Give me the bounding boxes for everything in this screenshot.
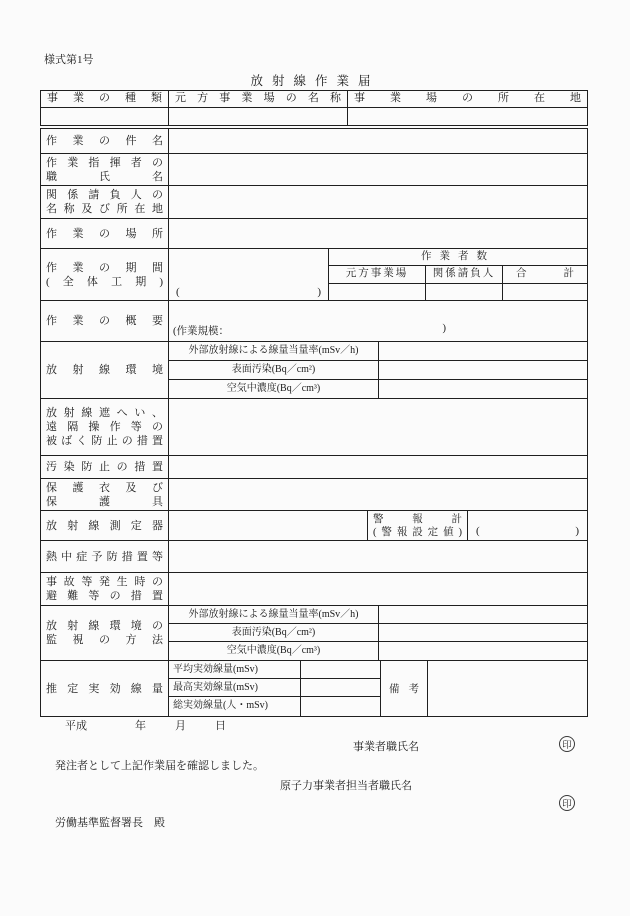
addressee-labor-standards-chief: 労働基準監督署長 殿 bbox=[55, 817, 165, 829]
header-value-row bbox=[41, 108, 587, 125]
workers-principal-count-field[interactable] bbox=[329, 284, 426, 301]
radiation-environment-subrows bbox=[169, 342, 587, 398]
alarm-setting-field[interactable] bbox=[468, 511, 587, 540]
work-place-field[interactable] bbox=[169, 219, 587, 248]
label-alarm-meter: 警報計 (警報設定値) bbox=[368, 511, 468, 540]
workers-count-section bbox=[329, 249, 587, 300]
label-site-address: 事業場の所在地 bbox=[354, 92, 581, 104]
shielding-measures-field[interactable] bbox=[169, 399, 587, 455]
label-max-dose: 最高実効線量(mSv) bbox=[169, 679, 301, 696]
site-address-field[interactable] bbox=[348, 108, 587, 125]
subrow-air-concentration bbox=[169, 380, 587, 398]
header-table bbox=[40, 90, 588, 126]
env-dose-rate-field[interactable] bbox=[379, 342, 587, 360]
label-radiation-environment: 放射線環境 bbox=[41, 342, 169, 398]
alarm-paren-open: ( bbox=[476, 525, 480, 537]
subrow-monitoring-dose-rate bbox=[169, 606, 587, 624]
label-principal-site-name: 元方事業場の名称 bbox=[169, 91, 348, 107]
workers-total-count-field[interactable] bbox=[503, 284, 587, 301]
label-workers-principal: 元方事業場 bbox=[329, 266, 426, 283]
date-era: 平成 bbox=[65, 720, 87, 732]
seal-stamp-icon: 印 bbox=[559, 736, 575, 752]
nuclear-operator-sign-label: 原子力事業者担当者職氏名 bbox=[280, 780, 412, 792]
row-heatstroke-measures bbox=[41, 541, 587, 573]
protective-equipment-field[interactable] bbox=[169, 479, 587, 510]
label-workers-contractor: 関係請負人 bbox=[426, 266, 503, 283]
label-env-surface-contamination: 表面汚染(Bq／cm²) bbox=[169, 361, 379, 379]
subrow-dose-rate bbox=[169, 342, 587, 361]
label-heatstroke-measures: 熱中症予防措置等 bbox=[41, 541, 169, 572]
label-contractors: 関係請負人の 名称及び所在地 bbox=[41, 186, 169, 218]
row-protective-equipment bbox=[41, 479, 587, 511]
subrow-monitoring-surface bbox=[169, 624, 587, 642]
subrow-max-dose bbox=[169, 679, 381, 697]
dosimeter-field[interactable] bbox=[169, 511, 368, 540]
dose-average-field[interactable] bbox=[301, 661, 381, 678]
work-scale-close: ) bbox=[442, 323, 446, 334]
orderer-confirmation-note: 発注者として上記作業届を確認しました。 bbox=[55, 760, 264, 772]
label-remarks: 備考 bbox=[381, 661, 428, 716]
label-work-period: 作業の期間 (全体工期) bbox=[41, 249, 169, 300]
label-work-place: 作業の場所 bbox=[41, 219, 169, 248]
form-title: 放射線作業届 bbox=[250, 74, 380, 88]
alarm-paren-close: ) bbox=[575, 525, 579, 537]
contamination-measures-field[interactable] bbox=[169, 456, 587, 478]
subrow-monitoring-air bbox=[169, 642, 587, 660]
label-workers-count: 作業者数 bbox=[329, 249, 587, 266]
subrow-average-dose bbox=[169, 661, 381, 679]
work-period-field[interactable] bbox=[169, 249, 329, 300]
row-contamination-measures bbox=[41, 456, 587, 479]
env-air-concentration-field[interactable] bbox=[379, 380, 587, 398]
accident-evacuation-field[interactable] bbox=[169, 573, 587, 605]
subrow-surface-contamination bbox=[169, 361, 587, 380]
label-supervisor: 作業指揮者の 職氏名 bbox=[41, 154, 169, 185]
row-environment-monitoring bbox=[41, 606, 587, 661]
row-dosimeter bbox=[41, 511, 587, 541]
row-accident-evacuation bbox=[41, 573, 587, 606]
label-average-dose: 平均実効線量(mSv) bbox=[169, 661, 301, 678]
row-work-summary bbox=[41, 301, 587, 342]
work-scale-open: (作業規模： bbox=[173, 326, 229, 337]
row-estimated-dose bbox=[41, 661, 587, 716]
row-radiation-environment bbox=[41, 342, 587, 399]
monitoring-air-field[interactable] bbox=[379, 642, 587, 660]
label-monitoring-air: 空気中濃度(Bq／cm³) bbox=[169, 642, 379, 660]
label-env-air-concentration: 空気中濃度(Bq／cm³) bbox=[169, 380, 379, 398]
date-year: 年 bbox=[135, 720, 146, 732]
label-protective-equipment: 保護衣及び 保護具 bbox=[41, 479, 169, 510]
label-business-type: 事業の種類 bbox=[41, 91, 169, 107]
env-surface-contamination-field[interactable] bbox=[379, 361, 587, 379]
label-workers-total: 合計 bbox=[516, 268, 574, 279]
row-work-period bbox=[41, 249, 587, 301]
work-name-field[interactable] bbox=[169, 129, 587, 153]
label-total-dose: 総実効線量(人・mSv) bbox=[169, 697, 301, 716]
row-shielding-measures bbox=[41, 399, 587, 456]
dose-max-field[interactable] bbox=[301, 679, 381, 696]
date-month: 月 bbox=[175, 720, 186, 732]
remarks-field[interactable] bbox=[428, 661, 587, 716]
workers-contractor-count-field[interactable] bbox=[426, 284, 503, 301]
label-dosimeter: 放射線測定器 bbox=[41, 511, 169, 540]
workers-count-values bbox=[329, 284, 587, 301]
label-shielding-measures: 放射線遮へい、 遠隔操作等の 被ばく防止の措置 bbox=[41, 399, 169, 455]
business-type-field[interactable] bbox=[41, 108, 169, 125]
principal-site-name-field[interactable] bbox=[169, 108, 348, 125]
date-day: 日 bbox=[215, 720, 226, 732]
row-supervisor bbox=[41, 154, 587, 186]
label-contamination-measures: 汚染防止の措置 bbox=[41, 456, 169, 478]
row-work-name bbox=[41, 129, 587, 154]
header-label-row bbox=[41, 91, 587, 108]
seal-stamp-icon: 印 bbox=[559, 795, 575, 811]
period-parentheses bbox=[169, 286, 328, 298]
work-scale-parentheses bbox=[169, 323, 446, 338]
form-number: 様式第1号 bbox=[44, 54, 94, 66]
row-contractors bbox=[41, 186, 587, 219]
label-environment-monitoring: 放射線環境の 監視の方法 bbox=[41, 606, 169, 660]
heatstroke-measures-field[interactable] bbox=[169, 541, 587, 572]
employer-sign-label: 事業者職氏名 bbox=[353, 741, 419, 753]
dose-subrows bbox=[169, 661, 381, 716]
label-env-dose-rate: 外部放射線による線量当量率(mSv／h) bbox=[169, 342, 379, 360]
supervisor-field[interactable] bbox=[169, 154, 587, 185]
label-accident-evacuation: 事故等発生時の 避難等の措置 bbox=[41, 573, 169, 605]
monitoring-subrows bbox=[169, 606, 587, 660]
label-monitoring-dose-rate: 外部放射線による線量当量率(mSv／h) bbox=[169, 606, 379, 623]
monitoring-dose-rate-field[interactable] bbox=[379, 606, 587, 623]
paren-close: ) bbox=[317, 286, 321, 298]
label-monitoring-surface: 表面汚染(Bq／cm²) bbox=[169, 624, 379, 641]
monitoring-surface-field[interactable] bbox=[379, 624, 587, 641]
work-summary-field[interactable] bbox=[169, 301, 587, 341]
subrow-total-dose bbox=[169, 697, 381, 716]
label-work-summary: 作業の概要 bbox=[41, 301, 169, 341]
dose-total-field[interactable] bbox=[301, 697, 381, 716]
contractors-field[interactable] bbox=[169, 186, 587, 218]
main-table bbox=[40, 128, 588, 717]
workers-count-headers bbox=[329, 266, 587, 284]
label-estimated-dose: 推定実効線量 bbox=[41, 661, 169, 716]
row-work-place bbox=[41, 219, 587, 249]
label-work-name: 作業の件名 bbox=[41, 129, 169, 153]
paren-open: ( bbox=[176, 286, 180, 298]
